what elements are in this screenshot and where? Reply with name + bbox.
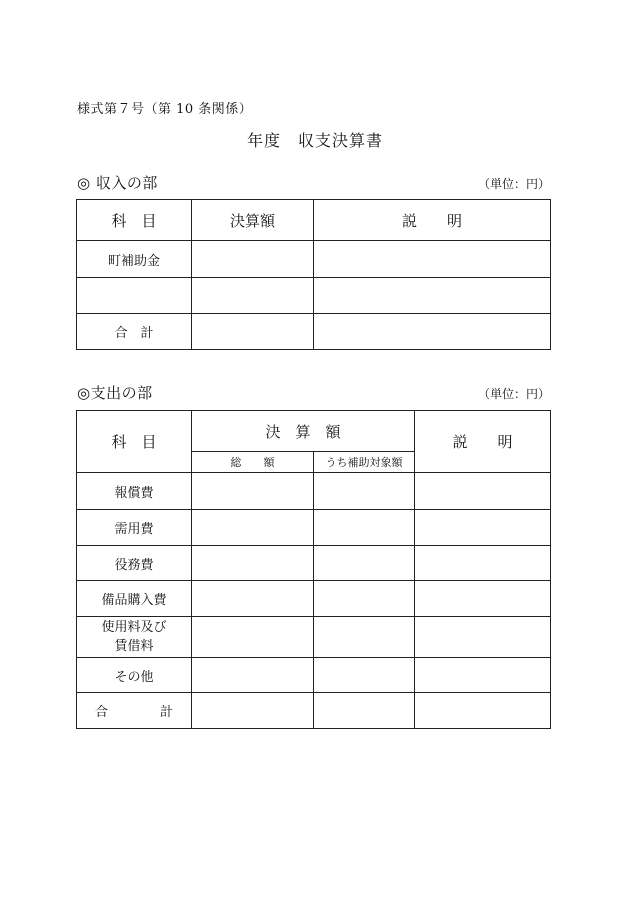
expense-row-subsidy: [314, 510, 415, 546]
income-row-amount: [192, 278, 314, 314]
expense-header-total-amount: 総 額: [192, 452, 314, 473]
income-header-item: 科 目: [77, 200, 192, 241]
expense-row: [77, 581, 551, 617]
expense-total-label: 合 計: [77, 693, 192, 729]
expense-row-subsidy: [314, 546, 415, 581]
income-row-amount: [192, 241, 314, 278]
form-number: 様式第７号（第 10 条関係）: [77, 102, 253, 117]
expense-row: [77, 473, 551, 510]
expense-row-item: [77, 546, 192, 581]
expense-row-total: [192, 510, 314, 546]
income-table: [76, 199, 551, 350]
expense-unit-label: （単位：円）: [477, 387, 550, 401]
expense-item-label: 備品購入費: [101, 593, 167, 608]
income-section-heading: ◎ 収入の部: [77, 174, 158, 192]
expense-row-total: [192, 617, 314, 658]
expense-item-label: 役務費: [114, 557, 154, 573]
expense-row: [77, 617, 551, 658]
expense-row: [77, 510, 551, 546]
expense-table: [76, 410, 551, 729]
expense-row: [77, 658, 551, 693]
expense-item-label: 需用費: [114, 522, 154, 537]
expense-row-total: [192, 658, 314, 693]
expense-row-item: [77, 617, 192, 658]
income-total-row: [77, 314, 551, 350]
expense-row-item: [77, 581, 192, 617]
expense-section-heading: ◎支出の部: [77, 384, 153, 402]
expense-total-row: [77, 693, 551, 729]
expense-row-explanation: [415, 617, 551, 658]
expense-item-label-line1: 使用料及び: [101, 620, 167, 635]
expense-header-subsidy-amount: うち補助対象額: [314, 452, 415, 473]
expense-header-amount-group: 決 算 額: [192, 411, 415, 452]
expense-row-item: [77, 473, 192, 510]
income-row: [77, 241, 551, 278]
expense-item-label-line2: 賃借料: [114, 639, 154, 654]
expense-item-label: 報償費: [114, 485, 154, 501]
expense-row-subsidy: [314, 617, 415, 658]
expense-row-explanation: [415, 473, 551, 510]
expense-row-total: [192, 546, 314, 581]
income-row-explanation: [314, 241, 551, 278]
expense-row-total: [192, 581, 314, 617]
expense-total-subsidy: [314, 693, 415, 729]
expense-header-row: [77, 411, 551, 452]
income-row: [77, 278, 551, 314]
expense-header-item: 科 目: [77, 411, 192, 473]
expense-row-explanation: [415, 546, 551, 581]
income-header-amount: 決算額: [192, 200, 314, 241]
expense-row-explanation: [415, 510, 551, 546]
expense-row-item: [77, 658, 192, 693]
income-header-explanation: 説 明: [314, 200, 551, 241]
income-unit-label: （単位：円）: [477, 177, 550, 191]
expense-item-label: その他: [114, 669, 154, 685]
expense-row-subsidy: [314, 473, 415, 510]
income-total-explanation: [314, 314, 551, 350]
income-row-item: [77, 278, 192, 314]
document-title: 年度 収支決算書: [246, 131, 383, 150]
expense-row: [77, 546, 551, 581]
income-row-item: 町補助金: [77, 241, 192, 278]
expense-row-explanation: [415, 581, 551, 617]
expense-row-item: [77, 510, 192, 546]
expense-total-amount: [192, 693, 314, 729]
expense-header-explanation: 説 明: [415, 411, 551, 473]
income-total-label: 合 計: [77, 314, 192, 350]
expense-row-total: [192, 473, 314, 510]
expense-row-subsidy: [314, 658, 415, 693]
income-header-row: [77, 200, 551, 241]
expense-row-explanation: [415, 658, 551, 693]
income-row-explanation: [314, 278, 551, 314]
expense-row-subsidy: [314, 581, 415, 617]
expense-total-explanation: [415, 693, 551, 729]
income-total-amount: [192, 314, 314, 350]
